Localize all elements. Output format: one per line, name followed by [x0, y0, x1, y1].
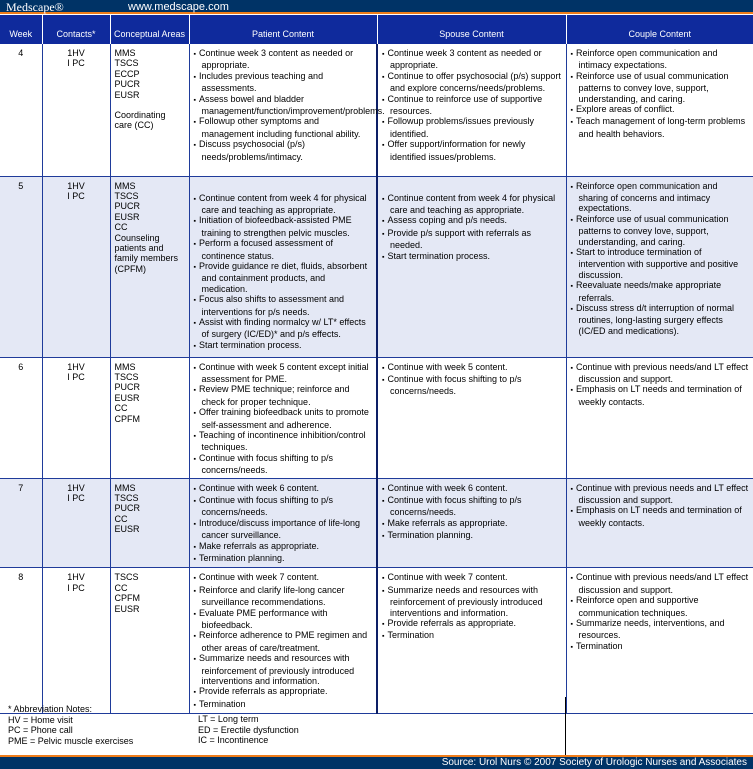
- bullet-item: ▪ Assist with finding normalcy w/ LT* effects of surgery (IC/ED)* and p/s effects.: [194, 317, 373, 340]
- bullet-item: ▪ Continue with focus shifting to p/s concerns/needs.: [382, 495, 562, 518]
- column-header-contacts: Contacts*: [42, 15, 110, 44]
- area-item: TSCS: [114, 371, 139, 382]
- area-item: EUSR: [114, 603, 140, 614]
- bullet-item: ▪ Make referrals as appropriate.: [382, 518, 562, 530]
- table-row-week-4: [0, 44, 753, 176]
- bullet-item: ▪ Summarize needs, interventions, and resources.: [571, 618, 750, 641]
- bullet-item: ▪ Discuss psychosocial (p/s) needs/problems/intimacy.: [194, 139, 373, 162]
- contacts-cell: [42, 44, 110, 176]
- patient-content-cell: [189, 176, 377, 357]
- bullet-item: ▪ Provide p/s support with referrals as needed.: [382, 228, 562, 251]
- bullet-item: ▪ Review PME technique; reinforce and check for proper technique.: [194, 384, 373, 407]
- table-row-week-8: [0, 568, 753, 714]
- spouse-content-cell: [377, 568, 566, 714]
- patient-content-cell: [189, 357, 377, 478]
- spouse-content-list: [382, 193, 562, 263]
- bullet-item: ▪ Explore areas of conflict.: [571, 104, 750, 116]
- week-cell: 8: [0, 568, 42, 714]
- contacts-cell: [42, 176, 110, 357]
- spouse-content-list: [382, 572, 562, 642]
- contact-item: 1HV: [67, 180, 85, 191]
- note-item: ED = Erectile dysfunction: [198, 724, 299, 735]
- bullet-item: ▪ Reinforce open communication and sharing of concerns and intimacy expectations.: [571, 181, 750, 214]
- medscape-logo: Medscape®: [6, 0, 64, 14]
- couple-content-cell: [566, 44, 753, 176]
- area-item: EUSR: [114, 392, 140, 403]
- column-header-spouse-content: Spouse Content: [377, 15, 566, 44]
- bullet-item: ▪ Emphasis on LT needs and termination of weekly contacts.: [571, 384, 750, 407]
- area-item: PUCR: [114, 201, 141, 212]
- note-item: HV = Home visit: [8, 714, 73, 725]
- bullet-item: ▪ Reevaluate needs/make appropriate referrals.: [571, 280, 750, 303]
- patient-content-list: [194, 193, 373, 353]
- bullet-item: ▪ Reinforce and clarify life-long cancer surveillance recommendations.: [194, 585, 373, 608]
- bullet-item: ▪ Continue with week 5 content except initial assessment for PME.: [194, 362, 373, 385]
- bullet-item: ▪ Start to introduce termination of intervention with supportive and positive discussion.: [571, 247, 750, 280]
- conceptual-areas-cell: [110, 44, 189, 176]
- area-item: TSCS: [114, 190, 139, 201]
- table-row-week-7: [0, 478, 753, 568]
- bullet-item: ▪ Assess bowel and bladder management/function/improvement/problems.: [194, 94, 373, 117]
- bullet-item: ▪ Continue with focus shifting to p/s concerns/needs.: [194, 495, 373, 518]
- patient-content-cell: [189, 568, 377, 714]
- area-item: TSCS: [114, 572, 139, 583]
- bullet-item: ▪ Continue to reinforce use of supportive resources.: [382, 94, 562, 117]
- bullet-item: ▪ Followup other symptoms and management including functional ability.: [194, 116, 373, 139]
- bullet-item: ▪ Continue with previous needs/and LT effect discussion and support.: [571, 572, 750, 595]
- spouse-content-cell: [377, 357, 566, 478]
- couple-content-list: [571, 483, 750, 529]
- bullet-item: ▪ Continue week 3 content as needed or appropriate.: [194, 48, 373, 71]
- conceptual-areas-cell: [110, 568, 189, 714]
- bullet-item: ▪ Continue with week 6 content.: [194, 483, 373, 495]
- bullet-item: ▪ Termination planning.: [382, 530, 562, 542]
- spouse-content-list: [382, 362, 562, 397]
- bullet-item: ▪ Continue with week 5 content.: [382, 362, 562, 374]
- table-row-week-5: [0, 176, 753, 357]
- area-item: CPFM: [114, 593, 140, 604]
- conceptual-areas-cell: [110, 176, 189, 357]
- contact-item: 1HV: [67, 48, 85, 58]
- bullet-item: ▪ Perform a focused assessment of continence status.: [194, 238, 373, 261]
- bullet-item: ▪ Continue to offer psychosocial (p/s) support and explore concerns/needs/problems.: [382, 71, 562, 94]
- medscape-header-bar: [0, 0, 753, 14]
- bullet-item: ▪ Teaching of incontinence inhibition/control techniques.: [194, 430, 373, 453]
- bullet-item: ▪ Continue content from week 4 for physical care and teaching as appropriate.: [382, 193, 562, 216]
- contact-item: I PC: [67, 582, 85, 593]
- bullet-item: ▪ Reinforce open and supportive communication techniques.: [571, 595, 750, 618]
- note-item: PME = Pelvic muscle exercises: [8, 735, 134, 746]
- bullet-item: ▪ Continue with previous needs/and LT effect discussion and support.: [571, 362, 750, 385]
- note-item: IC = Incontinence: [198, 735, 269, 745]
- bullet-item: ▪ Continue week 3 content as needed or appropriate.: [382, 48, 562, 71]
- bullet-item: ▪ Continue with previous needs and LT effect discussion and support.: [571, 483, 750, 506]
- bullet-item: ▪ Reinforce adherence to PME regimen and other areas of care/treatment.: [194, 630, 373, 653]
- table-header-row: [0, 15, 753, 44]
- note-item: LT = Long term: [198, 714, 259, 724]
- area-item: PUCR: [114, 382, 141, 393]
- area-item: TSCS: [114, 58, 139, 69]
- contact-item: I PC: [67, 190, 85, 201]
- bullet-item: ▪ Followup problems/issues previously identified.: [382, 116, 562, 139]
- table-row-week-6: [0, 357, 753, 478]
- area-item: Coordinating care (CC): [114, 110, 166, 131]
- couple-content-cell: [566, 568, 753, 714]
- bullet-item: ▪ Continue with week 6 content.: [382, 483, 562, 495]
- bullet-item: ▪ Reinforce use of usual communication patterns to convey love, support, understanding, and caring.: [571, 71, 750, 104]
- area-item: MMS: [114, 180, 136, 191]
- area-item: MMS: [114, 482, 136, 493]
- notes-title: * Abbreviation Notes:: [8, 704, 93, 714]
- contact-item: 1HV: [67, 482, 85, 493]
- bullet-item: ▪ Evaluate PME performance with biofeedback.: [194, 608, 373, 631]
- bullet-item: ▪ Reinforce open communication and intimacy expectations.: [571, 48, 750, 71]
- bullet-item: ▪ Summarize needs and resources with reinforcement of previously introduced interventions and information.: [382, 585, 562, 618]
- bullet-item: ▪ Continue with focus shifting to p/s concerns/needs.: [382, 374, 562, 397]
- couple-content-list: [571, 362, 750, 408]
- contact-item: I PC: [67, 371, 85, 382]
- area-item: CPFM: [114, 413, 140, 424]
- area-item: MMS: [114, 361, 136, 372]
- abbreviation-notes: [0, 697, 753, 755]
- patient-content-cell: [189, 44, 385, 176]
- area-item: EUSR: [114, 524, 140, 535]
- column-header-couple-content: Couple Content: [566, 15, 753, 44]
- spouse-content-cell: [377, 44, 566, 176]
- bullet-item: ▪ Provide referrals as appropriate.: [382, 618, 562, 630]
- bullet-item: ▪ Continue with week 7 content.: [382, 572, 562, 584]
- contacts-cell: [42, 357, 110, 478]
- area-item: TSCS: [114, 492, 139, 503]
- bullet-item: ▪ Provide guidance re diet, fluids, absorbent and containment products, and medication.: [194, 261, 373, 294]
- area-item: ECCP: [114, 68, 140, 79]
- contacts-cell: [42, 568, 110, 714]
- conceptual-areas-cell: [110, 357, 189, 478]
- couple-content-cell: [566, 357, 753, 478]
- contact-item: I PC: [67, 58, 85, 69]
- spouse-content-cell: [377, 478, 566, 568]
- bullet-item: ▪ Start termination process.: [194, 340, 373, 352]
- patient-content-list: [194, 48, 385, 162]
- bullet-item: ▪ Termination planning.: [194, 553, 373, 565]
- couple-content-list: [571, 572, 750, 653]
- site-url: www.medscape.com: [128, 1, 229, 13]
- bullet-item: ▪ Make referrals as appropriate.: [194, 541, 373, 553]
- area-item: CC: [114, 513, 128, 524]
- divider: [565, 697, 566, 755]
- area-item: PUCR: [114, 503, 141, 514]
- bullet-item: ▪ Provide referrals as appropriate.: [194, 686, 373, 698]
- area-item: CC: [114, 222, 128, 233]
- bullet-item: ▪ Initiation of biofeedback-assisted PME training to strengthen pelvic muscles.: [194, 215, 373, 238]
- bullet-item: ▪ Reinforce use of usual communication patterns to convey love, support, understanding, and caring.: [571, 214, 750, 247]
- contacts-cell: [42, 478, 110, 568]
- bullet-item: ▪ Start termination process.: [382, 251, 562, 263]
- area-item: [115, 100, 185, 110]
- spouse-content-list: [382, 483, 562, 543]
- couple-content-cell: [566, 176, 753, 357]
- bullet-item: ▪ Offer training biofeedback units to promote self-assessment and adherence.: [194, 407, 373, 430]
- column-header-patient-content: Patient Content: [189, 15, 377, 44]
- bullet-item: ▪ Continue with focus shifting to p/s concerns/needs.: [194, 453, 373, 476]
- area-item: MMS: [114, 48, 136, 58]
- couple-content-list: [571, 48, 750, 139]
- column-header-conceptual-areas: Conceptual Areas: [110, 15, 189, 44]
- bullet-item: ▪ Includes previous teaching and assessments.: [194, 71, 373, 94]
- week-cell: 4: [0, 44, 42, 176]
- bullet-item: ▪ Termination: [194, 699, 373, 711]
- week-cell: 5: [0, 176, 42, 357]
- area-item: CC: [114, 403, 128, 414]
- bullet-item: ▪ Discuss stress d/t interruption of normal routines, long-lasting surgery effects (IC/ED and medications).: [571, 303, 750, 336]
- intervention-table: [0, 15, 753, 714]
- week-cell: 6: [0, 357, 42, 478]
- source-text: Source: Urol Nurs © 2007 Society of Urologic Nurses and Associates: [441, 757, 747, 768]
- contact-item: 1HV: [67, 361, 85, 372]
- bullet-item: ▪ Assess coping and p/s needs.: [382, 215, 562, 227]
- spouse-content-cell: [377, 176, 566, 357]
- contact-item: I PC: [67, 492, 85, 503]
- bullet-item: ▪ Introduce/discuss importance of life-long cancer surveillance.: [194, 518, 373, 541]
- source-footer: [0, 755, 753, 769]
- bullet-item: ▪ Focus also shifts to assessment and interventions for p/s needs.: [194, 294, 373, 317]
- bullet-item: ▪ Emphasis on LT needs and termination of weekly contacts.: [571, 505, 750, 528]
- bullet-item: ▪ Teach management of long-term problems and health behaviors.: [571, 116, 750, 139]
- patient-content-list: [194, 362, 373, 476]
- conceptual-areas-cell: [110, 478, 189, 568]
- area-item: PUCR: [114, 79, 141, 90]
- area-item: CC: [114, 582, 128, 593]
- contact-item: 1HV: [67, 572, 85, 583]
- bullet-item: ▪ Termination: [382, 630, 562, 642]
- bullet-item: ▪ Continue with week 7 content.: [194, 572, 373, 584]
- patient-content-cell: [189, 478, 377, 568]
- patient-content-list: [194, 483, 373, 566]
- week-cell: 7: [0, 478, 42, 568]
- bullet-item: ▪ Continue content from week 4 for physical care and teaching as appropriate.: [194, 193, 373, 216]
- couple-content-list: [571, 181, 750, 337]
- bullet-item: ▪ Offer support/information for newly identified issues/problems.: [382, 139, 562, 162]
- couple-content-cell: [566, 478, 753, 568]
- column-header-week: Week: [0, 15, 42, 44]
- bullet-item: ▪ Summarize needs and resources with reinforcement of previously introduced interventions and information.: [194, 653, 373, 686]
- note-item: PC = Phone call: [8, 725, 73, 735]
- bullet-item: ▪ Termination: [571, 641, 750, 653]
- patient-content-list: [194, 572, 373, 711]
- area-item: Counseling patients and family members (CPFM): [114, 232, 179, 274]
- area-item: EUSR: [114, 211, 140, 222]
- area-item: EUSR: [114, 89, 140, 100]
- spouse-content-list: [382, 48, 562, 162]
